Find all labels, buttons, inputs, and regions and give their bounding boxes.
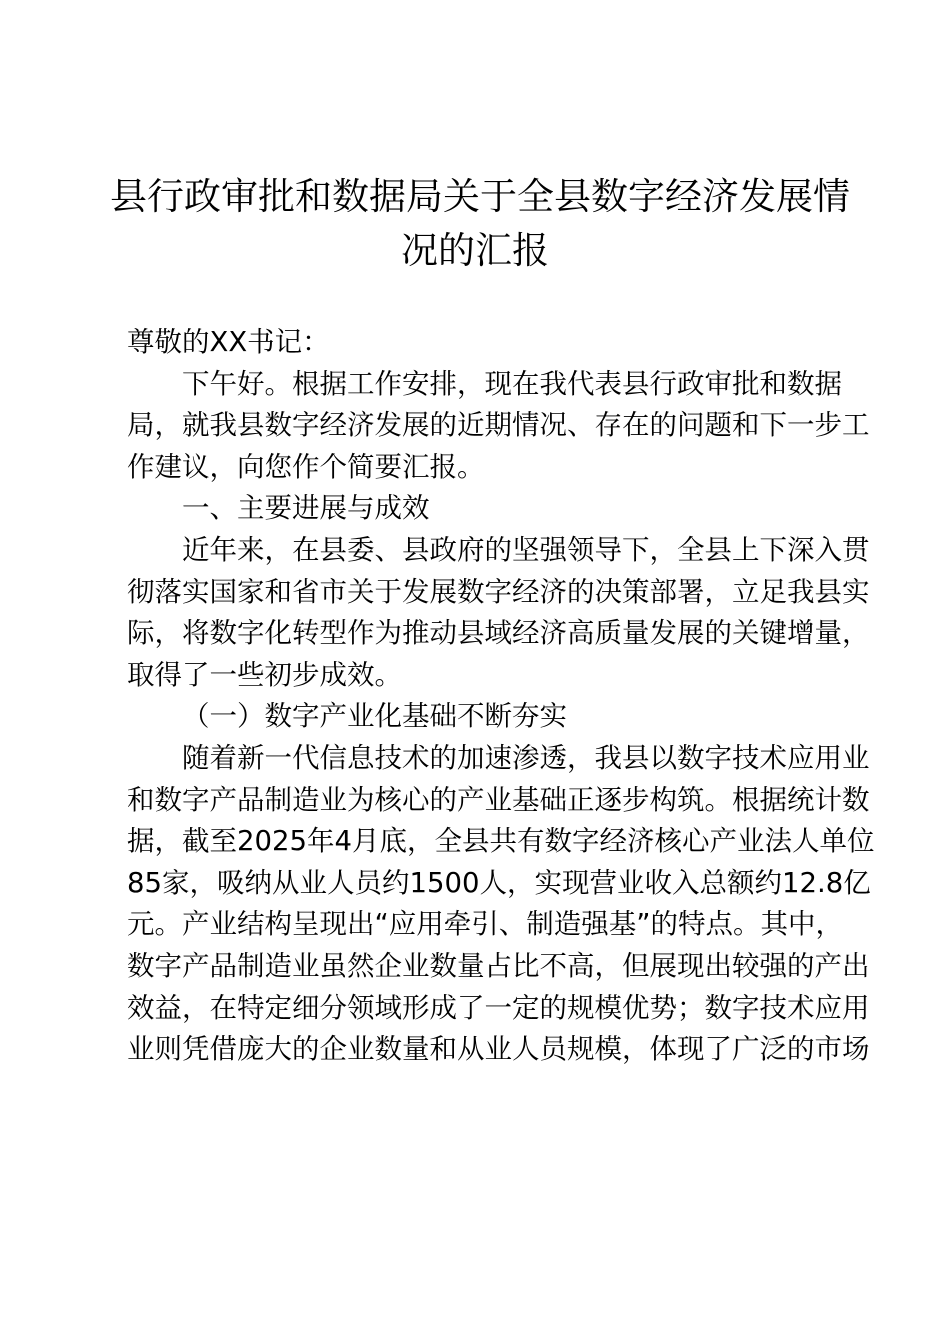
paragraph-line: 际，将数字化转型作为推动县域经济高质量发展的关键增量， — [127, 617, 870, 650]
paragraph-line: 效益，在特定细分领域形成了一定的规模优势；数字技术应用 — [127, 991, 870, 1024]
paragraph-line: 85家，吸纳从业人员约1500人，实现营业收入总额约12.8亿 — [127, 866, 871, 899]
section-heading — [127, 488, 837, 530]
subsection-heading — [127, 696, 837, 738]
document-body — [127, 322, 875, 1071]
title-line-1: 县行政审批和数据局关于全县数字经济发展情 — [110, 175, 850, 218]
paragraph-greeting — [127, 364, 870, 489]
section-heading-line: 一、主要进展与成效 — [182, 492, 430, 525]
salutation-line: 尊敬的XX书记： — [127, 326, 330, 358]
paragraph-line: 作建议，向您作个简要汇报。 — [127, 450, 485, 483]
paragraph-line: 近年来，在县委、县政府的坚强领导下，全县上下深入贯 — [182, 533, 870, 566]
paragraph-line: 数字产品制造业虽然企业数量占比不高，但展现出较强的产出 — [127, 949, 870, 982]
subsection-heading-line: （一）数字产业化基础不断夯实 — [182, 700, 567, 733]
paragraph-progress — [127, 530, 870, 696]
paragraph-line: 随着新一代信息技术的加速渗透，我县以数字技术应用业 — [182, 741, 870, 774]
paragraph-line: 和数字产品制造业为核心的产业基础正逐步构筑。根据统计数 — [127, 783, 870, 816]
paragraph-line: 下午好。根据工作安排，现在我代表县行政审批和数据 — [182, 367, 842, 400]
salutation — [127, 322, 837, 364]
paragraph-line: 业则凭借庞大的企业数量和从业人员规模，体现了广泛的市场 — [127, 1033, 870, 1066]
title-line-2: 况的汇报 — [401, 229, 549, 272]
paragraph-digital-industry — [127, 738, 875, 1071]
document-title — [110, 170, 850, 278]
paragraph-line: 取得了一些初步成效。 — [127, 658, 402, 691]
paragraph-line: 彻落实国家和省市关于发展数字经济的决策部署，立足我县实 — [127, 575, 870, 608]
paragraph-line: 局，就我县数字经济发展的近期情况、存在的问题和下一步工 — [127, 409, 870, 442]
paragraph-line: 据，截至2025年4月底，全县共有数字经济核心产业法人单位 — [127, 825, 875, 858]
paragraph-line: 元。产业结构呈现出“应用牵引、制造强基”的特点。其中， — [127, 908, 843, 941]
